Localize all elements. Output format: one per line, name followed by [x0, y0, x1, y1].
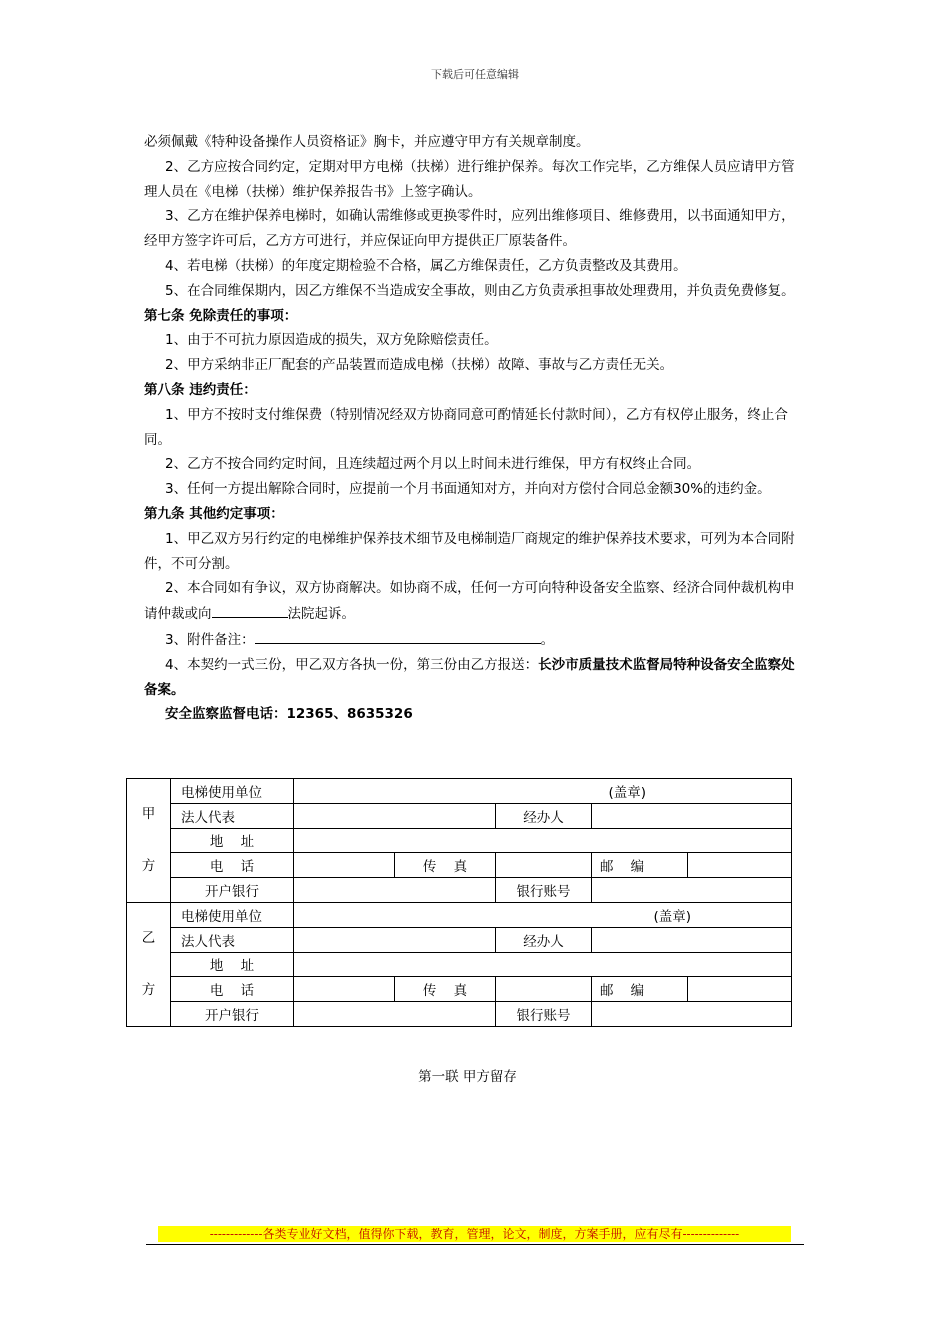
party-a-bank-label: 开户银行	[171, 878, 294, 903]
clause-paragraph: 3、任何一方提出解除合同时，应提前一个月书面通知对方，并向对方偿付合同总金额30%的违约金。	[165, 481, 771, 498]
party-info-table	[126, 778, 792, 1027]
party-b-legal-rep-field[interactable]	[294, 927, 496, 952]
party-b-unit-seal-field[interactable]: (盖章)	[294, 902, 792, 927]
clause-paragraph: 3、乙方在维护保养电梯时，如确认需维修或更换零件时，应列出维修项目、维修费用，以书面通知甲方，经甲方签字许可后，乙方方可进行，并应保证向甲方提供正厂原装备件。	[144, 208, 795, 250]
party-a-legal-rep-field[interactable]	[294, 803, 496, 828]
clause-9-4-text: 4、本契约一式三份，甲乙双方各执一份，第三份由乙方报送：	[165, 656, 539, 673]
clause-paragraph: 4、若电梯（扶梯）的年度定期检验不合格，属乙方维保责任，乙方负责整改及其费用。	[165, 257, 687, 274]
clause-paragraph: 2、乙方不按合同约定时间，且连续超过两个月以上时间未进行维保，甲方有权终止合同。	[165, 456, 701, 473]
party-b-phone-field[interactable]	[294, 977, 395, 1002]
party-b-row-bank	[127, 1002, 792, 1027]
party-a-row-phone	[127, 853, 792, 878]
party-b-handler-label: 经办人	[496, 927, 592, 952]
supervision-phone: 安全监察监督电话：12365、8635326	[165, 706, 413, 723]
clause-9-3-tail: 。	[540, 631, 555, 648]
party-b-row-legal	[127, 927, 792, 952]
party-a-account-field[interactable]	[592, 878, 792, 903]
party-b-account-field[interactable]	[592, 1002, 792, 1027]
party-b-row-phone	[127, 977, 792, 1002]
clause-paragraph: 必须佩戴《特种设备操作人员资格证》胸卡，并应遵守甲方有关规章制度。	[144, 134, 590, 150]
party-a-legal-rep-label: 法人代表	[171, 803, 294, 828]
contract-body	[144, 130, 802, 726]
party-a-handler-label: 经办人	[496, 803, 592, 828]
party-b-fax-label: 传 真	[395, 977, 496, 1002]
party-b-handler-field[interactable]	[592, 927, 792, 952]
party-a-bank-field[interactable]	[294, 878, 496, 903]
party-a-address-label: 地 址	[171, 828, 294, 853]
party-a-account-label: 银行账号	[496, 878, 592, 903]
party-b-legal-rep-label: 法人代表	[171, 927, 294, 952]
party-a-row-bank	[127, 878, 792, 903]
clause-9-3-text: 3、附件备注：	[165, 631, 255, 648]
footer-divider	[146, 1244, 804, 1245]
clause-9-2-text: 2、本合同如有争议，双方协商解决。如协商不成，任何一方可向特种设备安全监察、经济合同仲裁机构申请仲裁或向	[144, 580, 795, 623]
party-a-row-address	[127, 828, 792, 853]
party-b-phone-label: 电 话	[171, 977, 294, 1002]
clause-paragraph: 1、甲方不按时支付维保费（特别情况经双方协商同意可酌情延长付款时间），乙方有权停止服务，终止合同。	[144, 406, 788, 448]
party-b-account-label: 银行账号	[496, 1002, 592, 1027]
party-b-bank-label: 开户银行	[171, 1002, 294, 1027]
party-b-address-label: 地 址	[171, 952, 294, 977]
clause-paragraph: 1、甲乙双方另行约定的电梯维护保养技术细节及电梯制造厂商规定的维护保养技术要求，可列为本合同附件，不可分割。	[144, 530, 795, 572]
party-a-fax-field[interactable]	[496, 853, 592, 878]
party-b-row-address	[127, 952, 792, 977]
clause-9-4	[144, 653, 802, 703]
promo-banner[interactable]: -------------各类专业好文档，值得你下载，教育，管理，论文，制度，方案手册，应有尽有--------------	[158, 1226, 791, 1242]
party-a-row-unit	[127, 779, 792, 804]
party-b-postcode-label: 邮 编	[592, 977, 688, 1002]
clause-9-3	[144, 627, 802, 653]
party-a-row-legal	[127, 803, 792, 828]
party-b-row-unit	[127, 902, 792, 927]
article-heading: 第七条 免除责任的事项：	[144, 307, 298, 324]
clause-paragraph: 5、在合同维保期内，因乙方维保不当造成安全事故，则由乙方负责承担事故处理费用，并负责免费修复。	[165, 282, 795, 299]
party-a-postcode-label: 邮 编	[592, 853, 688, 878]
party-b-postcode-field[interactable]	[688, 977, 792, 1002]
party-a-label: 甲 方	[127, 779, 171, 903]
party-b-label: 乙 方	[127, 902, 171, 1026]
party-b-bank-field[interactable]	[294, 1002, 496, 1027]
article-heading: 第九条 其他约定事项：	[144, 505, 284, 522]
clause-paragraph: 2、甲方采纳非正厂配套的产品装置而造成电梯（扶梯）故障、事故与乙方责任无关。	[165, 357, 674, 374]
paragraph-list	[144, 130, 802, 576]
party-a-phone-label: 电 话	[171, 853, 294, 878]
court-name-blank[interactable]	[212, 601, 288, 618]
party-a-fax-label: 传 真	[395, 853, 496, 878]
party-a-unit-label: 电梯使用单位	[171, 779, 294, 804]
clause-9-2	[144, 576, 802, 627]
party-a-handler-field[interactable]	[592, 803, 792, 828]
header-note: 下载后可任意编辑	[431, 68, 519, 81]
party-a-address-field[interactable]	[294, 828, 792, 853]
party-a-postcode-field[interactable]	[688, 853, 792, 878]
article-heading: 第八条 违约责任：	[144, 381, 257, 398]
party-b-address-field[interactable]	[294, 952, 792, 977]
party-b-unit-label: 电梯使用单位	[171, 902, 294, 927]
party-a-unit-seal-field[interactable]: (盖章)	[294, 779, 792, 804]
copy-label: 第一联 甲方留存	[418, 1069, 517, 1085]
clause-9-4-bold: 长沙市质量技术监督局特种设备安全监察处备案。	[144, 656, 795, 698]
clause-paragraph: 2、乙方应按合同约定，定期对甲方电梯（扶梯）进行维护保养。每次工作完毕，乙方维保人员应请甲方管理人员在《电梯（扶梯）维护保养报告书》上签字确认。	[144, 158, 795, 200]
party-a-phone-field[interactable]	[294, 853, 395, 878]
clause-9-2-tail: 法院起诉。	[287, 606, 355, 623]
party-b-fax-field[interactable]	[496, 977, 592, 1002]
clause-paragraph: 1、由于不可抗力原因造成的损失，双方免除赔偿责任。	[165, 332, 498, 349]
attachment-remark-blank[interactable]	[255, 627, 541, 644]
